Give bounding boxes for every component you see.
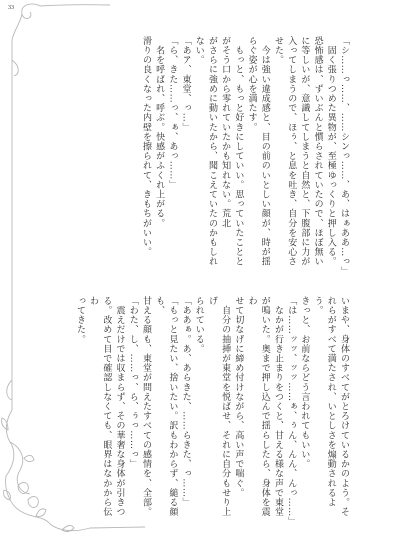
text-line: いまや、身体のすべてがとろけているかのよう。そ xyxy=(339,296,349,517)
top-text-block xyxy=(139,36,350,274)
text-line: せた。 xyxy=(272,36,283,65)
text-line: がそう口から零れていたかも知れない。荒北 xyxy=(220,36,231,228)
text-line: せて切なげに締め付けながら、高い声で喘ぐ。 xyxy=(233,296,244,498)
text-line: きっと、お前ならどう言われてもいい。 xyxy=(299,296,310,469)
text-line: 「あア、東堂、っ…」 xyxy=(180,36,191,132)
text-line: 「シ……っ……、……シンっ……、あ、はぁああ…っ」 xyxy=(339,36,349,276)
text-line: る。改めて目で確認しなくても、眼界はなかから伝わ xyxy=(88,296,112,517)
text-line: 今は強い違成感と、目の前のいとしい顔が、時が揺 xyxy=(259,36,270,267)
text-line: らぐ姿が心を満たす。 xyxy=(246,36,257,132)
text-line: もっと、もっと好きにしていい。思っていたことと xyxy=(233,36,244,267)
text-line: 「もっと見たい、捨いたい。訳もわからず、縋る顔も、 xyxy=(154,296,178,517)
text-line: 恐怖感は、ずいぶんと慣らされていたので、ほぼ無い xyxy=(312,36,323,267)
text-line: 甘える顔も、東堂が問えたすべての感情を、全部。 xyxy=(140,296,151,517)
text-line: ってきた。 xyxy=(74,296,85,344)
text-line: に等しいが、意識してしまうと自然と、下腹部に力が xyxy=(299,36,310,267)
text-line: なかが行き止まりをつくと、甘える様な声で東堂 xyxy=(272,296,283,517)
text-line: 固く張りつめた異物が、至極ゆっくりと押し入る。 xyxy=(325,36,336,267)
text-line: ない。 xyxy=(193,36,204,65)
text-line: 入ってしまうので、ほぅ、と息を吐き、自分を安心さ xyxy=(286,36,297,267)
text-line: 自分の抽挿が東堂を悦ばせ、それに自分もせり上げ xyxy=(206,296,231,517)
bottom-text-block xyxy=(73,296,350,526)
text-line: が鳴いた。奥まで押し込んで揺らしたら、身体を震わ xyxy=(246,296,270,517)
text-line: 「わた、し、……っ、ら、ぅっ……っ」 xyxy=(127,296,138,469)
text-line: 滑りの良くなった内壁を擦られて、きもちがいい。 xyxy=(140,36,151,257)
text-line: 「ら、きた……っ、ぁ、あっ……」 xyxy=(167,36,178,190)
text-line: られている。 xyxy=(193,296,204,354)
text-line: 「ああぁ。あ、あらきた、……らきた、っ……」 xyxy=(180,296,191,508)
text-line: 「は……ッッ、ッッ……ぁ、ぅん、んん、んっ……」 xyxy=(286,296,297,527)
text-line: 名を呼ばれ、呼ぶ。快感がふくれ上がる。 xyxy=(154,36,165,228)
page-number: 33 xyxy=(8,5,14,11)
text-line: 震えだけでは収まらず、その華奢な身体が引きつ xyxy=(114,296,125,517)
text-line: がさらに強めに動いたから、聞こえていたのかもしれ xyxy=(206,36,217,267)
text-line: れらがすべて満たされ、いとしさを煽動されるよう。 xyxy=(312,296,336,508)
